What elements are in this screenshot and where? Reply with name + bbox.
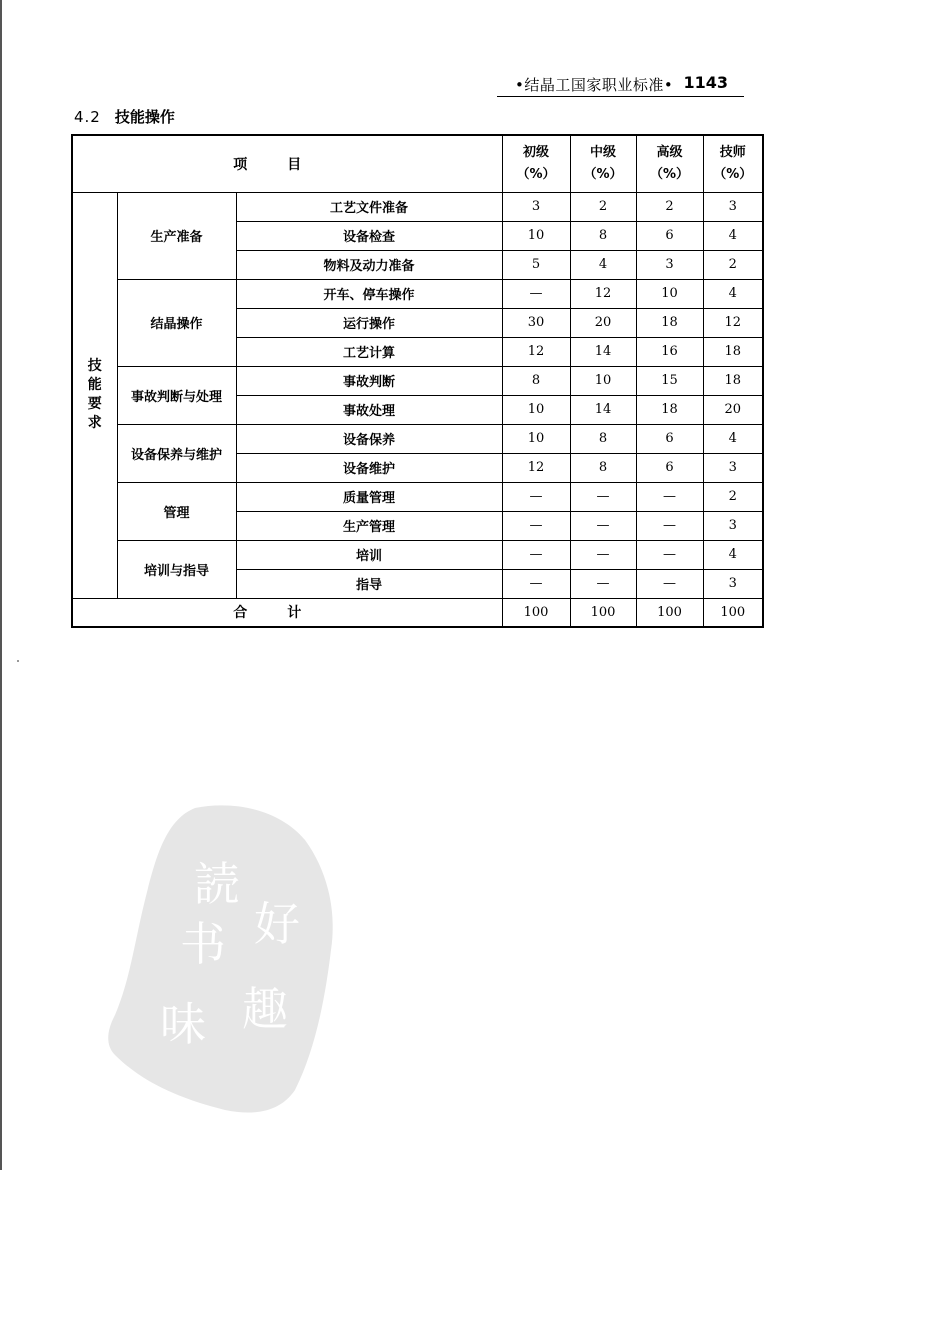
value-cell-advanced: 10 bbox=[636, 279, 703, 308]
table-row bbox=[72, 424, 763, 453]
value-cell-technician: 3 bbox=[703, 511, 763, 540]
section-number: 4.2 bbox=[74, 108, 101, 126]
value-cell-beginner: 12 bbox=[502, 337, 570, 366]
value-cell-technician: 2 bbox=[703, 482, 763, 511]
value-cell-technician: 3 bbox=[703, 192, 763, 221]
total-value-advanced: 100 bbox=[636, 598, 703, 627]
value-cell-intermediate: — bbox=[570, 540, 636, 569]
header-item-cell: 项目 bbox=[72, 135, 502, 192]
category-char: 技 bbox=[87, 358, 102, 374]
value-cell-technician: 18 bbox=[703, 337, 763, 366]
value-cell-technician: 4 bbox=[703, 540, 763, 569]
value-cell-advanced: — bbox=[636, 540, 703, 569]
item-cell: 设备维护 bbox=[236, 453, 502, 482]
item-cell: 开车、停车操作 bbox=[236, 279, 502, 308]
value-cell-intermediate: — bbox=[570, 511, 636, 540]
value-cell-intermediate: 12 bbox=[570, 279, 636, 308]
group-cell: 结晶操作 bbox=[117, 279, 236, 366]
value-cell-advanced: 16 bbox=[636, 337, 703, 366]
item-cell: 运行操作 bbox=[236, 308, 502, 337]
value-cell-advanced: 18 bbox=[636, 308, 703, 337]
value-cell-technician: 4 bbox=[703, 221, 763, 250]
total-value-beginner: 100 bbox=[502, 598, 570, 627]
value-cell-intermediate: — bbox=[570, 482, 636, 511]
group-cell: 设备保养与维护 bbox=[117, 424, 236, 482]
total-row bbox=[72, 598, 763, 627]
table-header-row bbox=[72, 135, 763, 192]
item-cell: 物料及动力准备 bbox=[236, 250, 502, 279]
table-row bbox=[72, 279, 763, 308]
group-cell: 事故判断与处理 bbox=[117, 366, 236, 424]
value-cell-beginner: 3 bbox=[502, 192, 570, 221]
table-row bbox=[72, 192, 763, 221]
running-header bbox=[497, 72, 744, 97]
category-char: 求 bbox=[87, 415, 102, 431]
item-cell: 工艺计算 bbox=[236, 337, 502, 366]
value-cell-beginner: 10 bbox=[502, 424, 570, 453]
value-cell-intermediate: 14 bbox=[570, 395, 636, 424]
value-cell-technician: 18 bbox=[703, 366, 763, 395]
header-level-intermediate: 中级 （%） bbox=[570, 135, 636, 192]
item-cell: 培训 bbox=[236, 540, 502, 569]
value-cell-intermediate: 8 bbox=[570, 424, 636, 453]
header-level-advanced: 高级 （%） bbox=[636, 135, 703, 192]
value-cell-beginner: 30 bbox=[502, 308, 570, 337]
value-cell-technician: 20 bbox=[703, 395, 763, 424]
value-cell-beginner: 5 bbox=[502, 250, 570, 279]
item-cell: 工艺文件准备 bbox=[236, 192, 502, 221]
item-cell: 质量管理 bbox=[236, 482, 502, 511]
value-cell-technician: 2 bbox=[703, 250, 763, 279]
page-number: 1143 bbox=[683, 73, 728, 92]
header-level-technician: 技师 （%） bbox=[703, 135, 763, 192]
item-cell: 指导 bbox=[236, 569, 502, 598]
value-cell-technician: 3 bbox=[703, 569, 763, 598]
value-cell-advanced: 6 bbox=[636, 221, 703, 250]
item-cell: 设备保养 bbox=[236, 424, 502, 453]
value-cell-technician: 4 bbox=[703, 279, 763, 308]
total-value-technician: 100 bbox=[703, 598, 763, 627]
watermark-char-2: 书 bbox=[180, 917, 226, 971]
total-label: 合计 bbox=[72, 598, 502, 627]
value-cell-intermediate: 20 bbox=[570, 308, 636, 337]
value-cell-technician: 3 bbox=[703, 453, 763, 482]
value-cell-beginner: — bbox=[502, 540, 570, 569]
page-binding-line bbox=[0, 0, 2, 1170]
group-cell: 管理 bbox=[117, 482, 236, 540]
value-cell-beginner: 8 bbox=[502, 366, 570, 395]
category-char: 能 bbox=[87, 377, 102, 393]
section-title: 技能操作 bbox=[114, 108, 175, 126]
value-cell-advanced: 3 bbox=[636, 250, 703, 279]
category-char: 要 bbox=[87, 396, 102, 412]
watermark-char-3: 好 bbox=[254, 897, 300, 951]
value-cell-intermediate: 2 bbox=[570, 192, 636, 221]
value-cell-beginner: 12 bbox=[502, 453, 570, 482]
table-row bbox=[72, 366, 763, 395]
table-row bbox=[72, 540, 763, 569]
value-cell-advanced: — bbox=[636, 511, 703, 540]
value-cell-intermediate: 8 bbox=[570, 221, 636, 250]
item-cell: 生产管理 bbox=[236, 511, 502, 540]
item-cell: 事故处理 bbox=[236, 395, 502, 424]
value-cell-advanced: — bbox=[636, 482, 703, 511]
value-cell-intermediate: 10 bbox=[570, 366, 636, 395]
item-cell: 事故判断 bbox=[236, 366, 502, 395]
value-cell-advanced: 2 bbox=[636, 192, 703, 221]
watermark-char-4: 趣 bbox=[242, 982, 288, 1036]
watermark-char-5: 味 bbox=[160, 997, 206, 1051]
value-cell-intermediate: 8 bbox=[570, 453, 636, 482]
value-cell-intermediate: — bbox=[570, 569, 636, 598]
value-cell-advanced: 6 bbox=[636, 424, 703, 453]
value-cell-beginner: 10 bbox=[502, 221, 570, 250]
value-cell-advanced: — bbox=[636, 569, 703, 598]
value-cell-beginner: — bbox=[502, 279, 570, 308]
category-cell bbox=[72, 192, 117, 598]
value-cell-beginner: — bbox=[502, 511, 570, 540]
value-cell-advanced: 18 bbox=[636, 395, 703, 424]
scan-speck bbox=[17, 660, 19, 662]
header-level-beginner: 初级 （%） bbox=[502, 135, 570, 192]
value-cell-technician: 12 bbox=[703, 308, 763, 337]
item-cell: 设备检查 bbox=[236, 221, 502, 250]
value-cell-advanced: 15 bbox=[636, 366, 703, 395]
group-cell: 生产准备 bbox=[117, 192, 236, 279]
value-cell-beginner: — bbox=[502, 482, 570, 511]
watermark-char-1: 読 bbox=[194, 857, 240, 911]
value-cell-intermediate: 4 bbox=[570, 250, 636, 279]
value-cell-technician: 4 bbox=[703, 424, 763, 453]
total-value-intermediate: 100 bbox=[570, 598, 636, 627]
running-header-title: •结晶工国家职业标准• bbox=[515, 76, 674, 94]
value-cell-advanced: 6 bbox=[636, 453, 703, 482]
group-cell: 培训与指导 bbox=[117, 540, 236, 598]
value-cell-beginner: — bbox=[502, 569, 570, 598]
table-row bbox=[72, 482, 763, 511]
section-heading bbox=[74, 106, 175, 127]
skills-weight-table bbox=[71, 134, 764, 628]
watermark-seal bbox=[105, 800, 337, 1116]
value-cell-intermediate: 14 bbox=[570, 337, 636, 366]
value-cell-beginner: 10 bbox=[502, 395, 570, 424]
